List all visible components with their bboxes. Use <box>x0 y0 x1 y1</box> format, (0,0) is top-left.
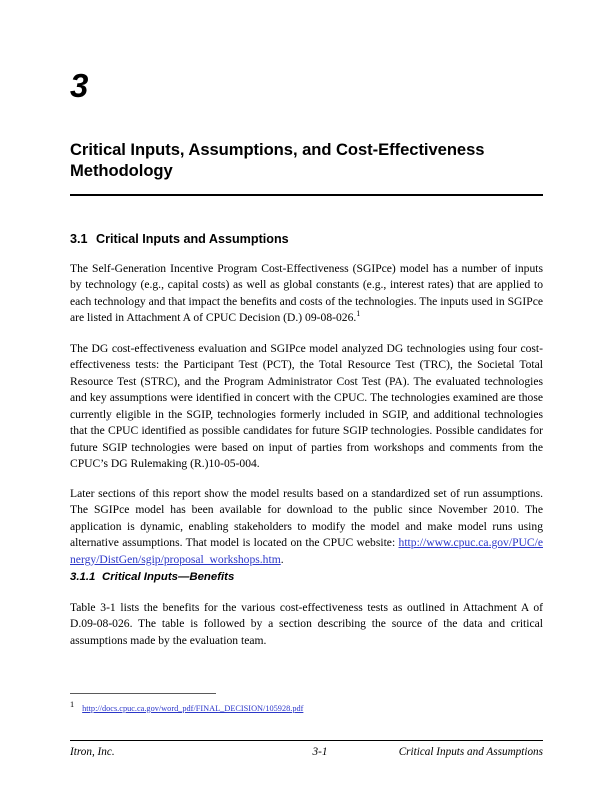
footer-divider-rule <box>70 740 543 741</box>
paragraph-3-text-after-link: . <box>280 552 284 566</box>
page-footer <box>70 745 543 760</box>
section-heading-3-1 <box>70 231 543 247</box>
section-number-3-1: 3.1 <box>70 232 88 247</box>
subsection-title-3-1-1: Critical Inputs—Benefits <box>102 571 235 584</box>
subsection-heading-3-1-1 <box>70 570 543 585</box>
paragraph-model-availability <box>70 486 543 569</box>
footer-section-name: Critical Inputs and Assumptions <box>398 746 543 758</box>
chapter-number: 3 <box>70 67 88 104</box>
footnote-decision-link[interactable]: http://docs.cpuc.ca.gov/word_pdf/FINAL_DECISION/105928.pdf <box>82 704 304 713</box>
footer-company-name: Itron, Inc. <box>70 746 115 758</box>
paragraph-1-text: The Self-Generation Incentive Program Cost-Effectiveness (SGIPce) model has a number of inputs by technology (e.g., capital costs) as well as global constants (e.g., interest rates) that are applied to each technology and that impact the benefits and costs of the technologies. The inputs used in SGIPce are listed in Attachment A of CPUC Decision (D.) 09-08-026. <box>70 261 543 325</box>
cpuc-website-link[interactable]: http://www.cpuc.ca.gov/PUC/energy/DistGen/sgip/proposal_workshops.htm <box>70 536 543 566</box>
paragraph-3-text-before-link: Later sections of this report show the model results based on a standardized set of run assumptions. The SGIPce model has been available for download to the public since November 2010. The application is dynamic, enabling stakeholders to modify the model and make model runs using alternative assumptions. That model is located on the CPUC website: <box>70 486 543 550</box>
footer-page-number: 3-1 <box>312 746 328 758</box>
footnote-reference-1[interactable]: 1 <box>356 309 361 319</box>
footnote-marker-1: 1 <box>70 700 75 710</box>
paragraph-critical-inputs-intro <box>70 261 543 327</box>
paragraph-table-3-1-description: Table 3-1 lists the benefits for the various cost-effectiveness tests as outlined in Attachment A of D.09-08-026. The table is followed by a section describing the source of the data and critical assumptions made by the evaluation team. <box>70 600 543 647</box>
chapter-title: Critical Inputs, Assumptions, and Cost-Effectiveness Methodology <box>70 140 485 181</box>
footnote-separator-rule <box>70 693 216 694</box>
title-divider-rule <box>70 194 543 196</box>
footnote-1 <box>70 700 543 715</box>
subsection-number-3-1-1: 3.1.1 <box>70 571 96 584</box>
paragraph-cost-effectiveness-tests: The DG cost-effectiveness evaluation and SGIPce model analyzed DG technologies using four cost-effectiveness tests: the Participant Test (PCT), the Total Resource Test (TRC), the Societal Total Resource Test (STRC), and the Program Administrator Cost Test (PA). The evaluated technologies and key assumptions were identified in concert with the CPUC. The technologies examined are those currently eligible in the SGIP, technologies formerly included in SGIP, and additional technologies that the CPUC identified as possible candidates for future SGIP technologies. Possible candidates for future SGIP technologies were based on input of parties from workshops and comments from the CPUC’s DG Rulemaking (R.)10-05-004. <box>70 341 543 471</box>
section-title-3-1: Critical Inputs and Assumptions <box>96 232 289 247</box>
